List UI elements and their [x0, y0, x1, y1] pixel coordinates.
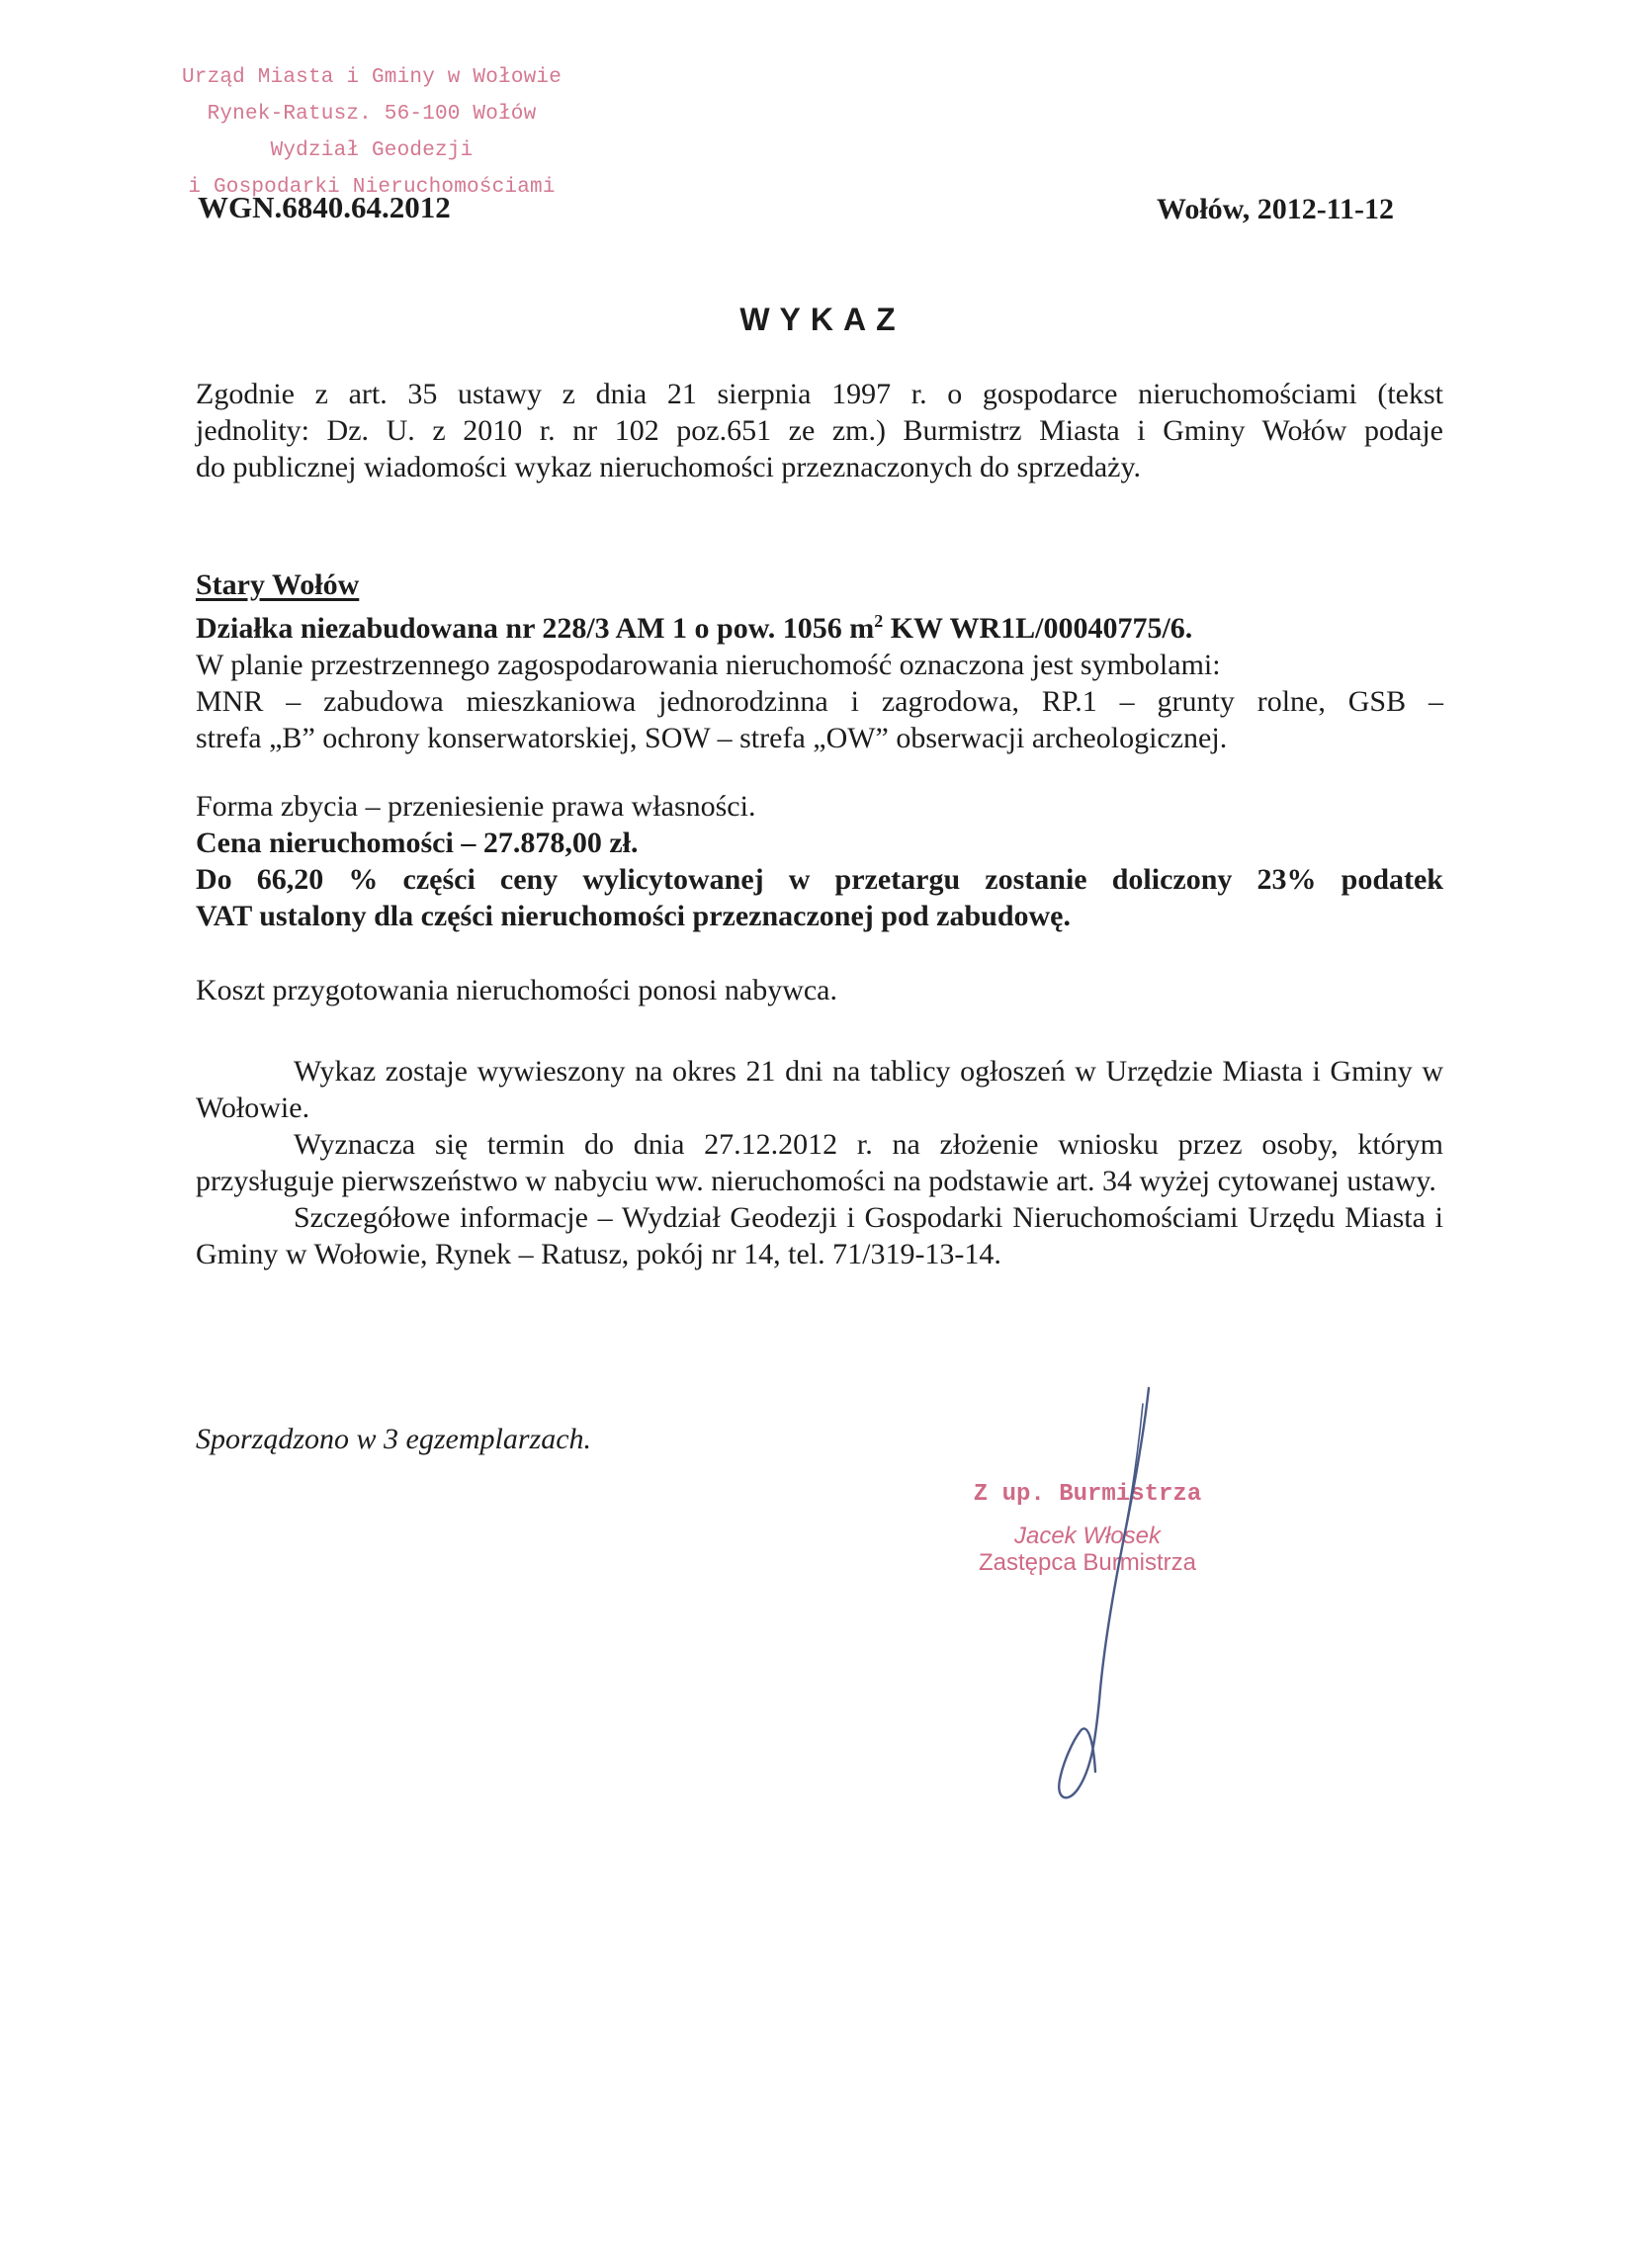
notice-paragraph: Wyznacza się termin do dnia 27.12.2012 r. na złożenie wniosku przez osoby, którym przysługuje pierwszeństwo w nabyciu ww. nieruchomości na podstawie art. 34 wyżej cytowanej ustawy. — [196, 1128, 1443, 1197]
intro-line: do publicznej wiadomości wykaz nieruchomości przeznaczonych do sprzedaży. — [196, 451, 1142, 483]
document-title: WYKAZ — [739, 302, 906, 337]
signature-stroke — [1059, 1388, 1149, 1797]
office-stamp-line: i Gospodarki Nieruchomościami — [188, 176, 556, 199]
signature-stamp-authority: Z up. Burmistrza — [973, 1481, 1202, 1508]
property-location: Stary Wołów — [196, 568, 360, 601]
plan-line: MNR – zabudowa mieszkaniowa jednorodzinna i zagrodowa, RP.1 – grunty rolne, GSB – — [196, 685, 1443, 718]
notice-paragraph: Szczegółowe informacje – Wydział Geodezji i Gospodarki Nieruchomościami Urzędu Miasta i Gminy w Wołowie, Rynek – Ratusz, pokój nr 14, tel. 71/319-13-14. — [196, 1201, 1443, 1270]
signature-stamp-role: Zastępca Burmistrza — [978, 1549, 1197, 1576]
office-stamp-line: Wydział Geodezji — [270, 139, 474, 162]
plan-line: strefa „B” ochrony konserwatorskiej, SOW – strefa „OW” obserwacji archeologicznej. — [196, 722, 1228, 754]
intro-line: jednolity: Dz. U. z 2010 r. nr 102 poz.651 ze zm.) Burmistrz Miasta i Gminy Wołów podaje — [196, 414, 1443, 447]
property-section — [196, 567, 1443, 756]
office-stamp-line: Urząd Miasta i Gminy w Wołowie — [181, 66, 563, 89]
intro-line: Zgodnie z art. 35 ustawy z dnia 21 sierpnia 1997 r. o gospodarce nieruchomościami (tekst — [196, 378, 1443, 410]
document-date: Wołów, 2012-11-12 — [1157, 193, 1395, 225]
sale-form: Forma zbycia – przeniesienie prawa własności. — [196, 790, 756, 823]
intro-paragraph — [196, 376, 1443, 485]
signature-stamp-name: Jacek Włosek — [1013, 1523, 1162, 1549]
notice-section — [196, 1053, 1443, 1272]
copies-note: Sporządzono w 3 egzemplarzach. — [196, 1423, 592, 1455]
parcel-text: Działka niezabudowana nr 228/3 AM 1 o pow. 1056 m — [196, 612, 875, 645]
handwritten-signature — [1008, 1384, 1226, 1809]
parcel-unit-superscript: 2 — [874, 611, 884, 631]
office-stamp — [174, 59, 569, 206]
vat-line: VAT ustalony dla części nieruchomości przeznaczonej pod zabudowę. — [196, 900, 1071, 932]
reference-number: WGN.6840.64.2012 — [198, 190, 451, 224]
sale-price: Cena nieruchomości – 27.878,00 zł. — [196, 827, 639, 859]
plan-line: W planie przestrzennego zagospodarowania nieruchomość oznaczona jest symbolami: — [196, 649, 1221, 681]
office-stamp-line: Rynek-Ratusz. 56-100 Wołów — [207, 103, 537, 126]
sale-section — [196, 788, 1443, 934]
parcel-description — [196, 603, 1443, 647]
cost-note: Koszt przygotowania nieruchomości ponosi nabywca. — [196, 974, 837, 1006]
parcel-register: KW WR1L/00040775/6. — [883, 612, 1193, 645]
notice-paragraph: Wykaz zostaje wywieszony na okres 21 dni na tablicy ogłoszeń w Urzędzie Miasta i Gminy w Wołowie. — [196, 1055, 1443, 1124]
vat-line: Do 66,20 % części ceny wylicytowanej w przetargu zostanie doliczony 23% podatek — [196, 863, 1443, 896]
